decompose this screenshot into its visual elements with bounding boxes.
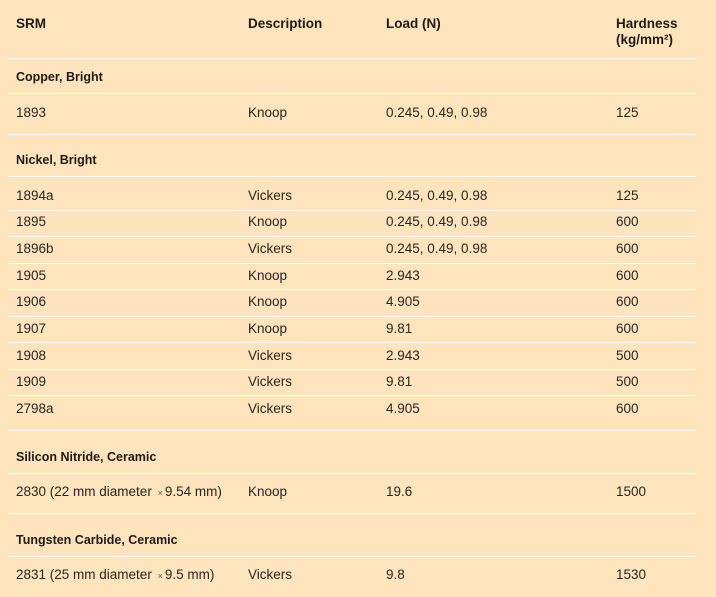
header-hardness-line1: Hardness bbox=[616, 16, 678, 31]
section-title-tungsten-carbide: Tungsten Carbide, Ceramic bbox=[16, 533, 178, 547]
cell-hardness: 600 bbox=[616, 294, 639, 309]
cell-srm-part-b: 9.54 mm) bbox=[164, 484, 222, 499]
header-srm: SRM bbox=[16, 16, 46, 31]
cell-srm: 2798a bbox=[16, 401, 54, 416]
divider bbox=[8, 176, 696, 177]
cell-description: Vickers bbox=[248, 401, 293, 416]
cell-srm-part-a: 2830 (22 mm diameter bbox=[16, 484, 152, 499]
table-row bbox=[0, 316, 716, 342]
table-header bbox=[0, 0, 716, 58]
cell-srm: 1894a bbox=[16, 188, 54, 203]
times-sign: × bbox=[157, 488, 163, 498]
cell-srm: 1895 bbox=[16, 214, 47, 229]
cell-load: 9.81 bbox=[386, 374, 413, 389]
cell-load: 0.245, 0.49, 0.98 bbox=[386, 188, 488, 203]
cell-hardness: 125 bbox=[616, 188, 639, 203]
cell-hardness: 500 bbox=[616, 374, 639, 389]
section-title-silicon-nitride: Silicon Nitride, Ceramic bbox=[16, 450, 157, 464]
cell-description: Knoop bbox=[248, 321, 288, 336]
cell-load: 0.245, 0.49, 0.98 bbox=[386, 214, 488, 229]
cell-description: Knoop bbox=[248, 105, 288, 120]
cell-description: Knoop bbox=[248, 294, 288, 309]
table-row bbox=[0, 183, 716, 209]
table-row bbox=[0, 562, 716, 588]
cell-load: 4.905 bbox=[386, 294, 420, 309]
header-hardness-unit: (kg/mm²) bbox=[616, 32, 673, 47]
header-description: Description bbox=[248, 16, 323, 31]
cell-srm: 1896b bbox=[16, 241, 54, 256]
cell-srm: 1906 bbox=[16, 294, 47, 309]
section-title-nickel: Nickel, Bright bbox=[16, 153, 97, 167]
cell-description: Vickers bbox=[248, 241, 293, 256]
cell-srm: 1909 bbox=[16, 374, 47, 389]
cell-srm: 1907 bbox=[16, 321, 47, 336]
cell-load: 4.905 bbox=[386, 401, 420, 416]
divider bbox=[8, 430, 696, 431]
cell-hardness: 125 bbox=[616, 105, 639, 120]
cell-srm: 1905 bbox=[16, 268, 47, 283]
cell-srm-part-b: 9.5 mm) bbox=[164, 567, 215, 582]
divider bbox=[8, 513, 696, 514]
cell-hardness: 600 bbox=[616, 401, 639, 416]
divider bbox=[8, 134, 696, 135]
cell-load: 9.8 bbox=[386, 567, 405, 582]
cell-hardness: 600 bbox=[616, 214, 639, 229]
cell-description: Knoop bbox=[248, 268, 288, 283]
cell-hardness: 600 bbox=[616, 241, 639, 256]
cell-load: 9.81 bbox=[386, 321, 413, 336]
table-row bbox=[0, 236, 716, 262]
times-sign: × bbox=[157, 571, 163, 581]
cell-hardness: 500 bbox=[616, 348, 639, 363]
header-hardness bbox=[616, 16, 678, 48]
cell-srm-part-a: 2831 (25 mm diameter bbox=[16, 567, 152, 582]
header-load: Load (N) bbox=[386, 16, 441, 31]
table-row bbox=[0, 289, 716, 315]
cell-hardness: 1530 bbox=[616, 567, 647, 582]
divider bbox=[8, 58, 696, 59]
table-row bbox=[0, 479, 716, 505]
cell-description: Vickers bbox=[248, 348, 293, 363]
divider bbox=[8, 473, 696, 474]
cell-description: Vickers bbox=[248, 374, 293, 389]
cell-description: Knoop bbox=[248, 484, 288, 499]
table-row bbox=[0, 100, 716, 126]
divider bbox=[8, 93, 696, 94]
section-title-copper: Copper, Bright bbox=[16, 70, 103, 84]
cell-description: Knoop bbox=[248, 214, 288, 229]
table-row bbox=[0, 263, 716, 289]
table-row bbox=[0, 369, 716, 395]
divider bbox=[8, 556, 696, 557]
cell-description: Vickers bbox=[248, 188, 293, 203]
cell-hardness: 600 bbox=[616, 268, 639, 283]
cell-srm: 1893 bbox=[16, 105, 47, 120]
cell-load: 2.943 bbox=[386, 268, 420, 283]
cell-srm bbox=[16, 562, 214, 589]
cell-load: 0.245, 0.49, 0.98 bbox=[386, 105, 488, 120]
cell-srm bbox=[16, 479, 222, 506]
cell-load: 0.245, 0.49, 0.98 bbox=[386, 241, 488, 256]
table-row bbox=[0, 396, 716, 422]
cell-hardness: 1500 bbox=[616, 484, 647, 499]
cell-load: 2.943 bbox=[386, 348, 420, 363]
cell-load: 19.6 bbox=[386, 484, 413, 499]
table-row bbox=[0, 209, 716, 235]
cell-description: Vickers bbox=[248, 567, 293, 582]
cell-srm: 1908 bbox=[16, 348, 47, 363]
table-row bbox=[0, 343, 716, 369]
cell-hardness: 600 bbox=[616, 321, 639, 336]
